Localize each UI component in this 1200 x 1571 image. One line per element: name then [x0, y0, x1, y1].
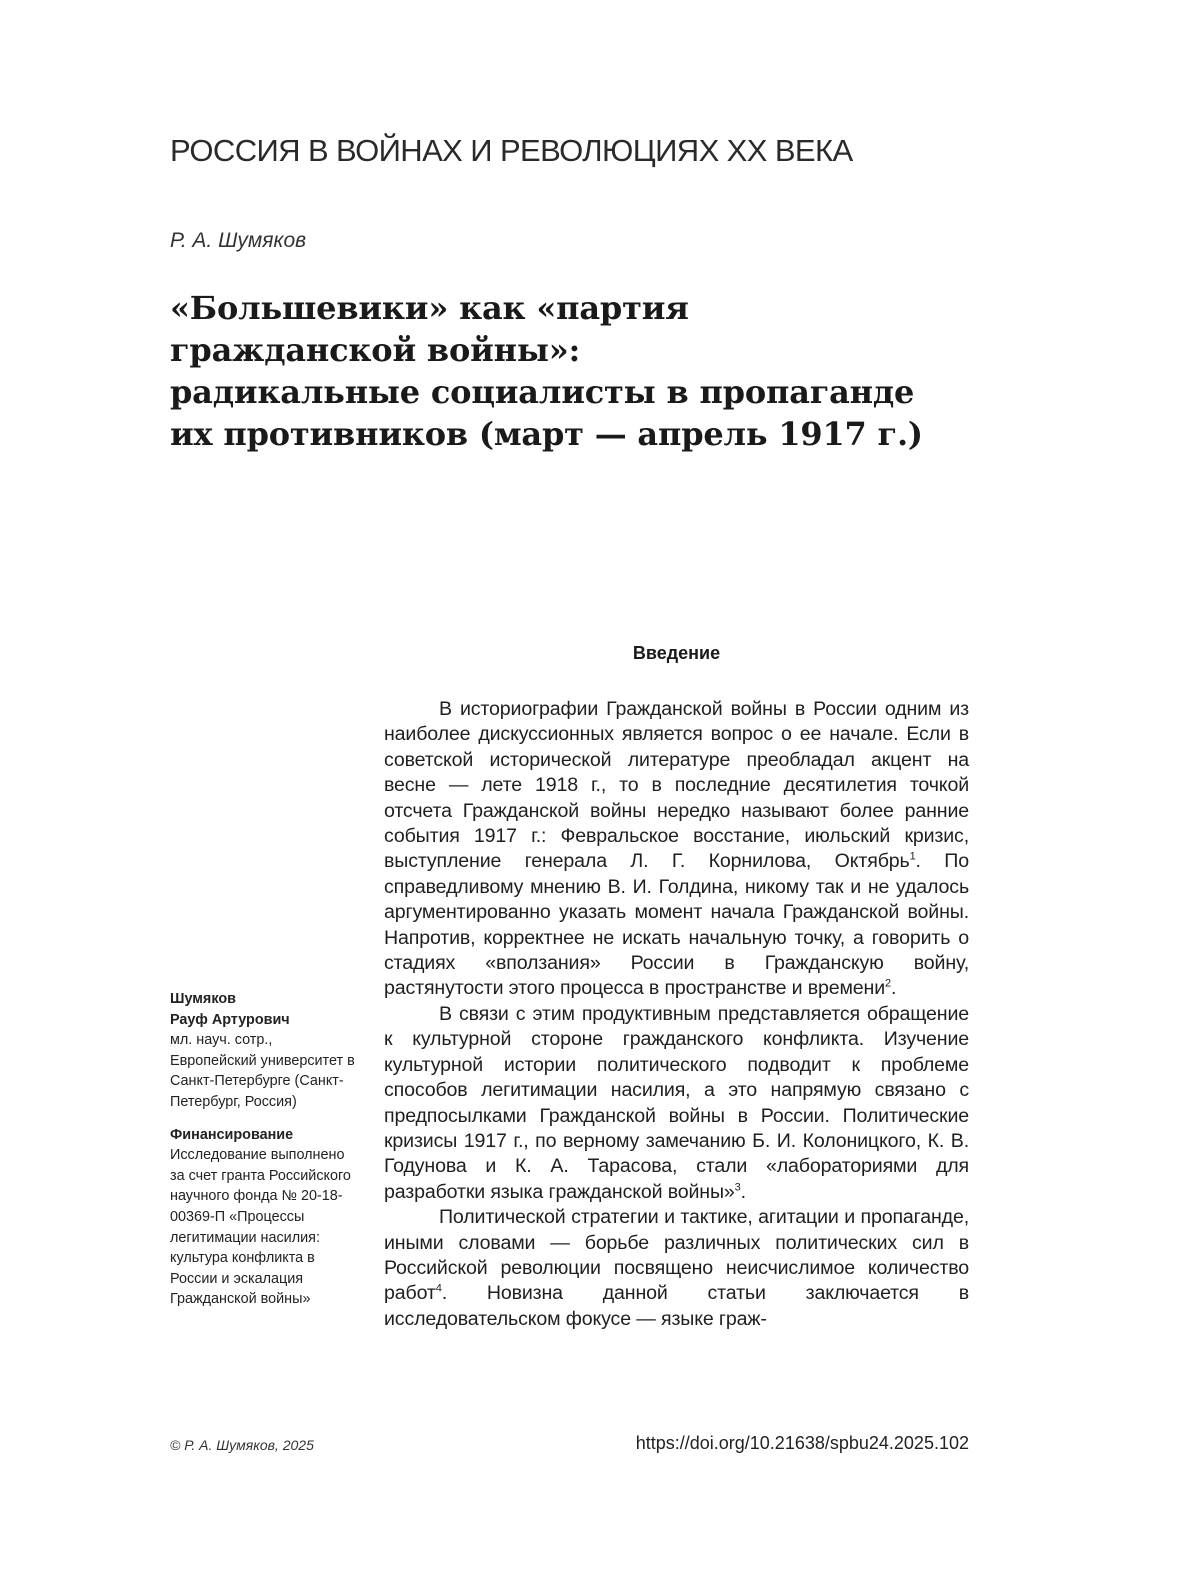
section-title: РОССИЯ В ВОЙНАХ И РЕВОЛЮЦИЯХ XX ВЕКА [170, 133, 853, 168]
copyright-notice: © Р. А. Шумяков, 2025 [170, 1437, 314, 1453]
doi-link[interactable]: https://doi.org/10.21638/spbu24.2025.102 [635, 1433, 969, 1453]
footnote-ref[interactable]: 1 [909, 850, 916, 863]
article-author: Р. А. Шумяков [170, 229, 307, 252]
body-paragraph: В историографии Гражданской войны в России одним из наиболее дискуссионных является вопрос о ее начале. Если в советской исторической литературе преобладал акцент на весне — лете 1918 г., то в последние десятилетия точкой отсчета Гражданской войны нередко называют более ранние события 1917 г.: Февральское восстание, июльский кризис, выступление генерала Л. Г. Корнилова, Октябрь$^1$. По справедливому мнению В. И. Голдина, никому так и не удалось аргументированно указать момент начала Гражданской войны. Напротив, корректнее не искать начальную точку, а говорить о стадиях «вползания» России в Гражданскую войну, растянутости этого процесса в пространстве и времени$^2$. [384, 698, 969, 1000]
body-paragraph: В связи с этим продуктивным представляется обращение к культурной стороне гражданского конфликта. Изучение культурной истории политического подводит к проблеме способов легитимации насилия, а это напрямую связано с предпосылками Гражданской войны в России. Политические кризисы 1917 г., по верному замечанию Б. И. Колоницкого, К. В. Годунова и К. А. Тарасова, стали «лабораториями для разработки языка гражданской войны»$^3$. [384, 1002, 969, 1203]
footnote-ref[interactable]: 3 [734, 1181, 741, 1194]
body-paragraph: Политической стратегии и тактике, агитации и пропаганде, иными словами — борьбе различных политических сил в Российской революции посвящено неисчислимое количество работ$^4$. Новизна данной статьи заключается в исследовательском фокусе — языке граж- [384, 1206, 969, 1330]
author-given-names: Рауф Артурович [170, 1011, 290, 1028]
funding-label: Финансирование [170, 1126, 294, 1143]
funding-info [170, 1125, 355, 1310]
author-affiliation: мл. науч. сотр., Европейский университет в Санкт-Петербурге (Санкт-Петербург, Россия) [170, 1032, 355, 1110]
footnote-ref[interactable]: 2 [885, 977, 891, 990]
author-info [170, 989, 355, 1113]
funding-text: Исследование выполнено за счет гранта Российского научного фонда № 20-18-00369-П «Процессы легитимации насилия: культура конфликта в России и эскалация Гражданской войны» [170, 1147, 351, 1308]
section-heading-introduction: Введение [632, 643, 721, 663]
footnote-ref[interactable]: 4 [435, 1282, 442, 1295]
article-title-line: их противников (март — апрель 1917 г.) [170, 415, 923, 453]
article-title-line: радикальные социалисты в пропаганде [170, 373, 915, 411]
article-body [384, 697, 969, 1332]
author-surname: Шумяков [170, 991, 236, 1007]
article-title [170, 287, 990, 455]
article-title-line: «Большевики» как «партия [170, 289, 689, 327]
article-title-line: гражданской войны»: [170, 331, 581, 369]
author-info-sidebar [170, 989, 355, 1322]
